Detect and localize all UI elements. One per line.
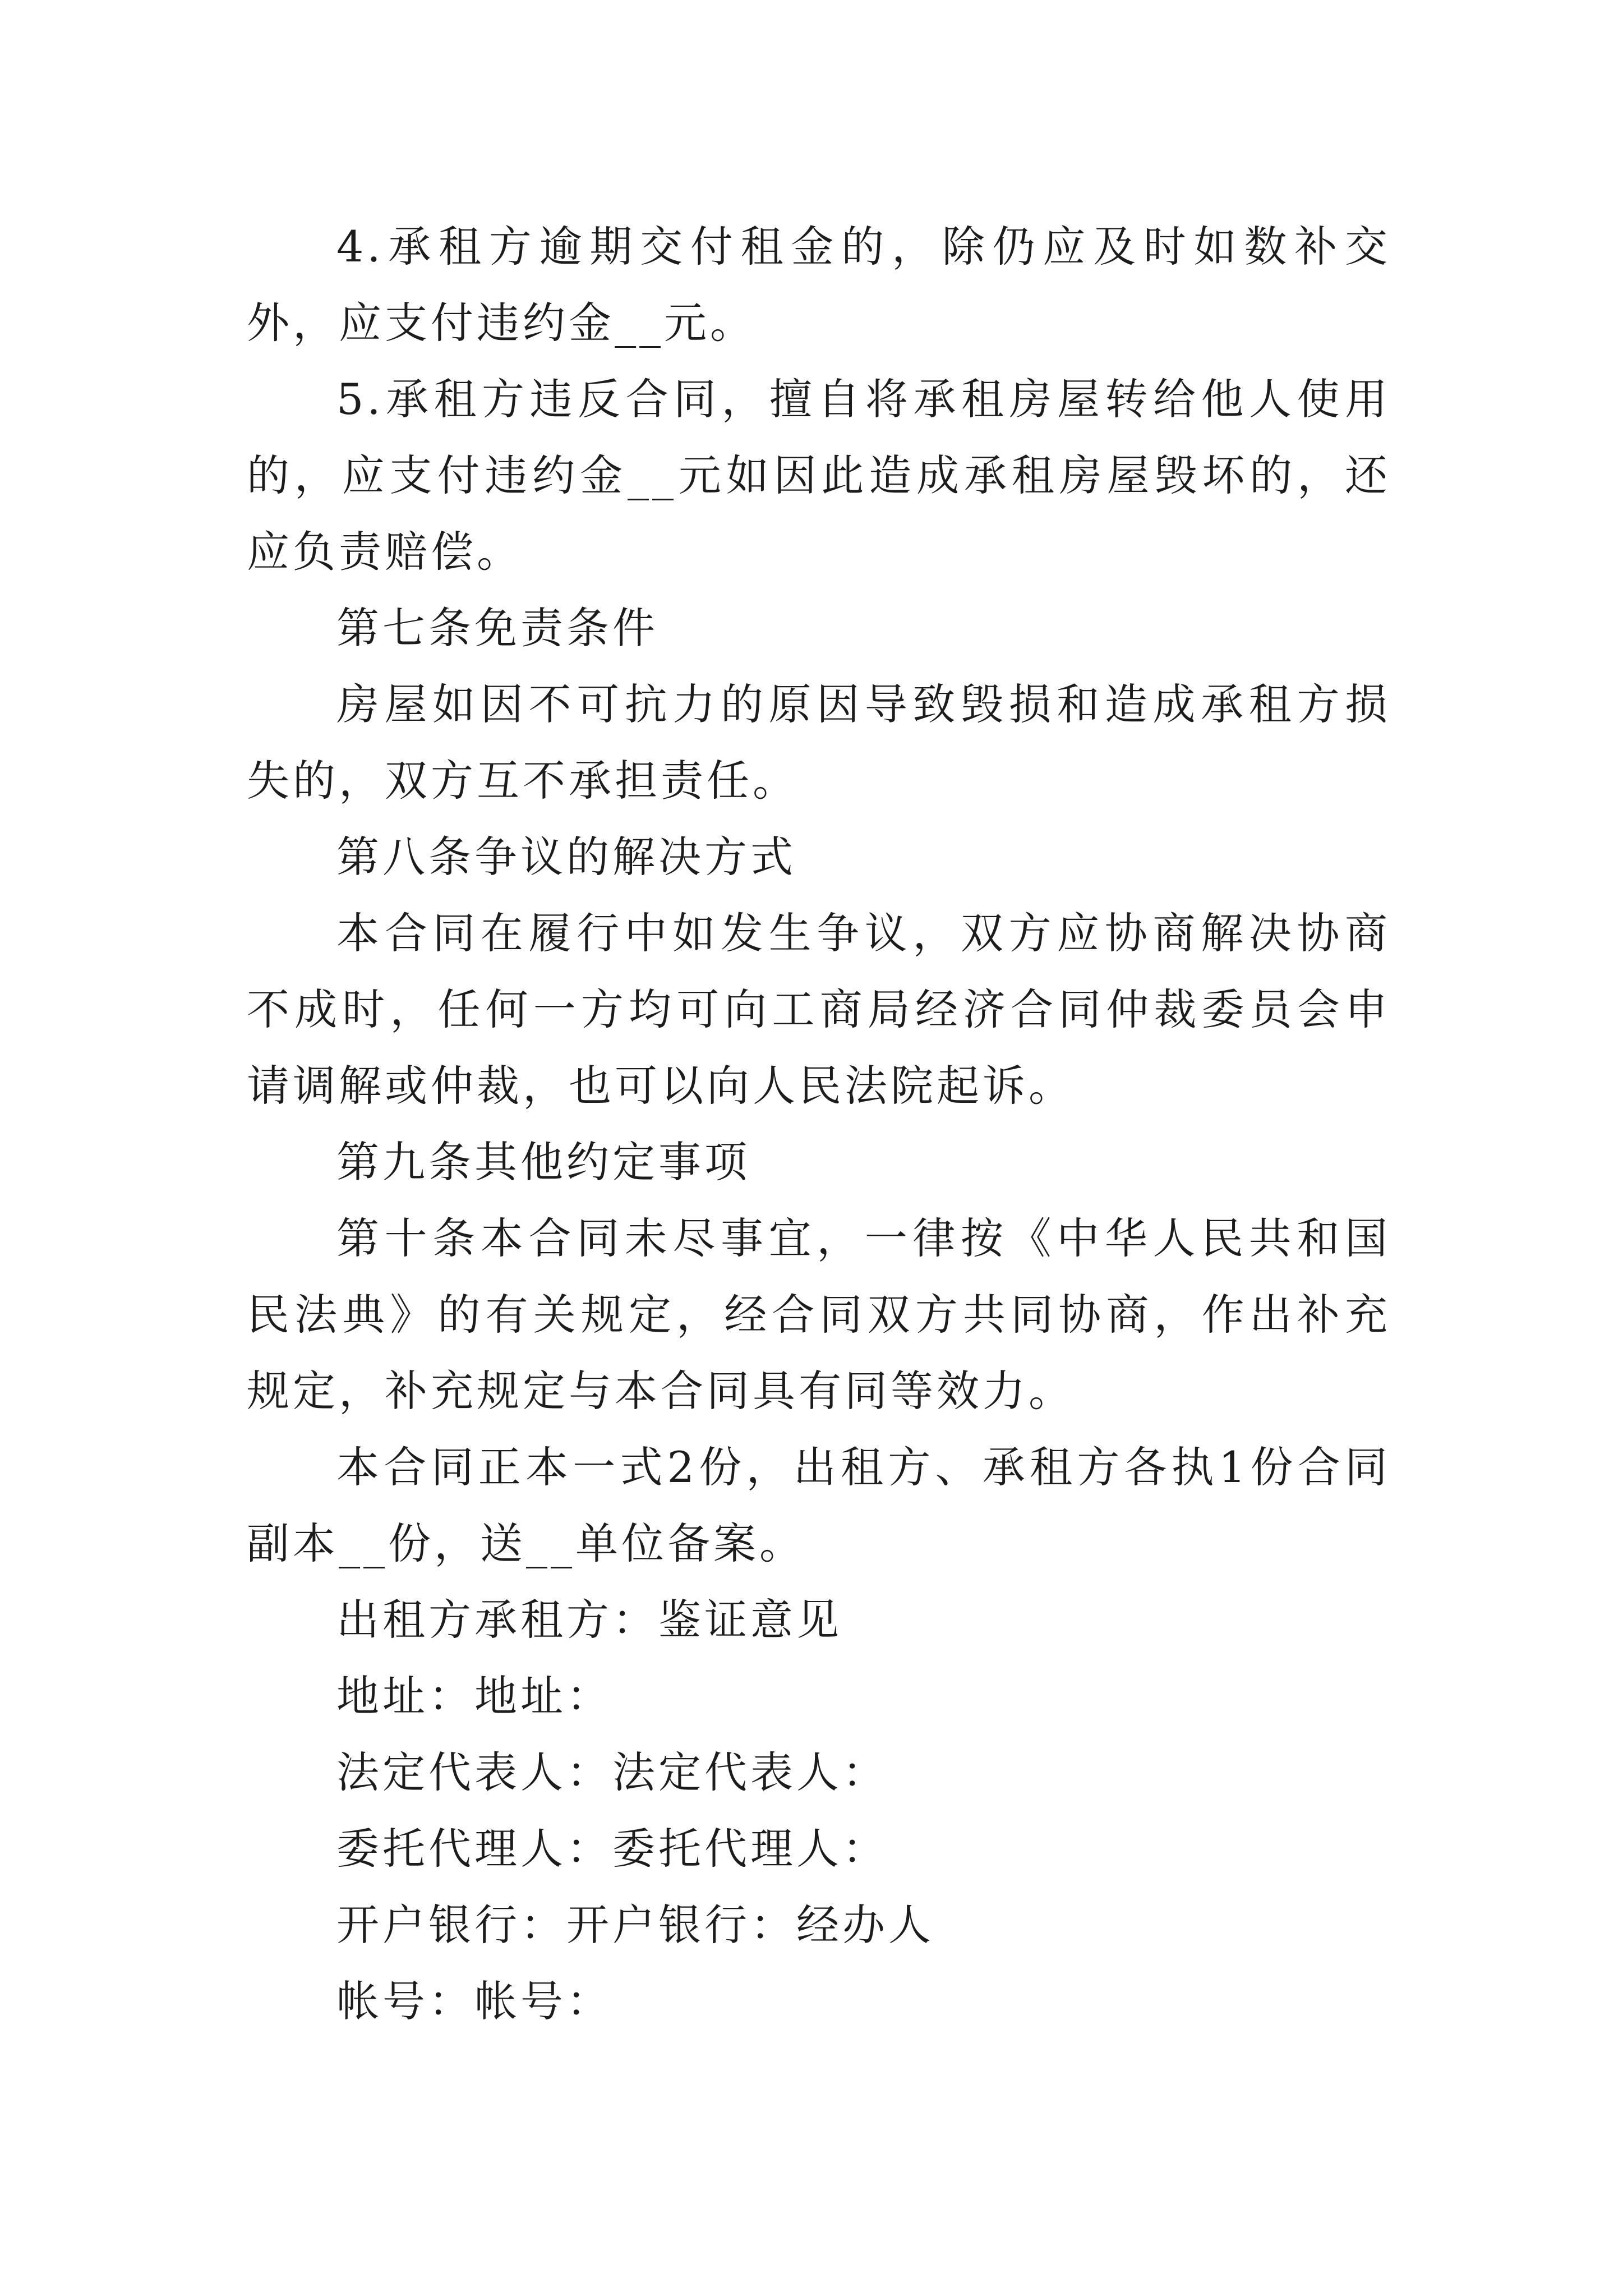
article-7-body: 房屋如因不可抗力的原因导致毁损和造成承租方损失的，双方互不承担责任。 <box>247 679 1391 806</box>
signature-bank-line: 开户银行：开户银行：经办人 <box>336 1900 934 1950</box>
signature-block <box>247 1582 1391 2040</box>
signature-account-line: 帐号：帐号： <box>336 1976 612 2026</box>
article-8-body: 本合同在履行中如发生争议，双方应协商解决协商不成时，任何一方均可向工商局经济合同仲裁委员会申请调解或仲裁，也可以向人民法院起诉。 <box>247 908 1391 1111</box>
clause-5-sublet-penalty: 5.承租方违反合同，擅自将承租房屋转给他人使用的，应支付违约金__元如因此造成承租房屋毁坏的，还应负责赔偿。 <box>247 374 1391 577</box>
signature-parties-line: 出租方承租方：鉴证意见 <box>336 1595 842 1645</box>
signature-address-line: 地址：地址： <box>336 1671 612 1721</box>
clause-4-late-rent: 4.承租方逾期交付租金的，除仍应及时如数补交外，应支付违约金__元。 <box>247 222 1391 348</box>
signature-agent-line: 委托代理人：委托代理人： <box>336 1824 888 1874</box>
contract-body <box>247 209 1391 2040</box>
signature-legal-rep-line: 法定代表人：法定代表人： <box>336 1747 888 1797</box>
article-7-title: 第七条免责条件 <box>336 603 658 653</box>
article-8-title: 第八条争议的解决方式 <box>336 832 796 882</box>
article-10-body: 第十条本合同未尽事宜，一律按《中华人民共和国民法典》的有关规定，经合同双方共同协商，作出补充规定，补充规定与本合同具有同等效力。 <box>247 1213 1391 1416</box>
article-9-title: 第九条其他约定事项 <box>336 1137 750 1187</box>
copies-clause: 本合同正本一式2份，出租方、承租方各执1份合同副本__份，送__单位备案。 <box>247 1442 1391 1568</box>
